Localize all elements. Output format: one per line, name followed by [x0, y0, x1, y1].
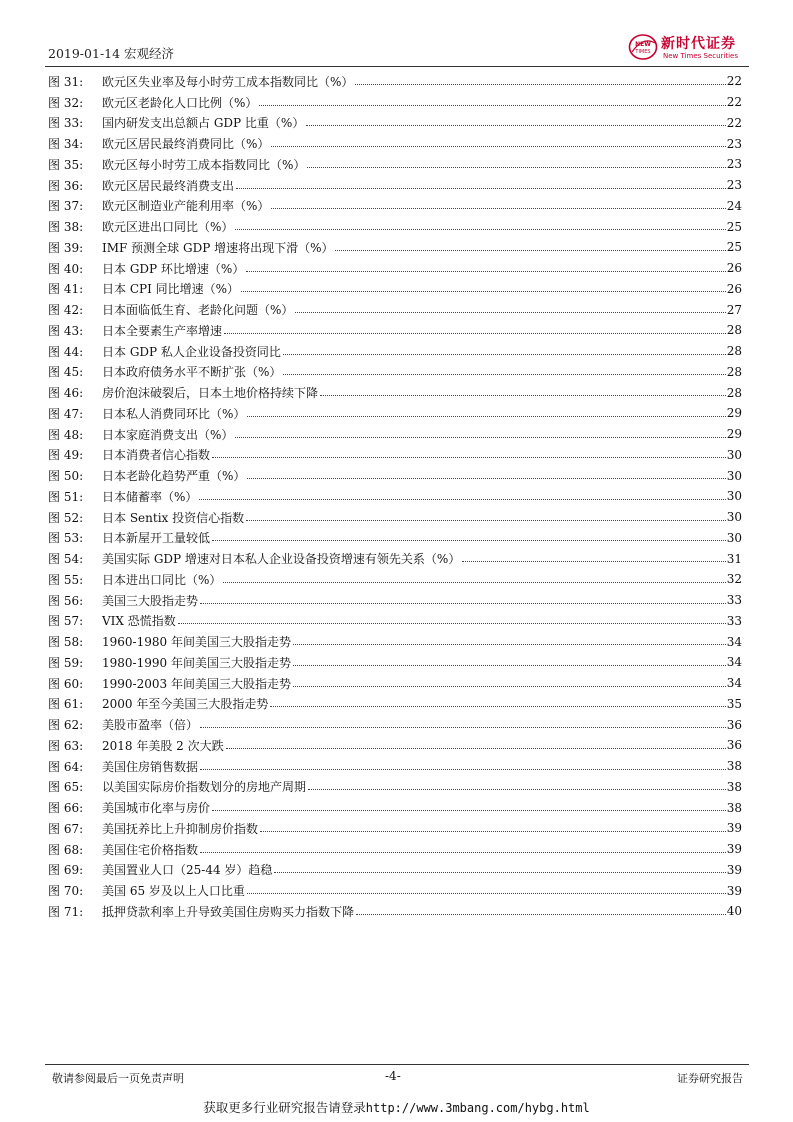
- figure-label: 图 42:: [48, 303, 84, 318]
- dot-leader: [293, 653, 726, 666]
- figure-label: 图 64:: [48, 759, 84, 774]
- dot-leader: [271, 134, 725, 147]
- figure-page-number: 22: [726, 95, 742, 110]
- figure-page-number: 22: [726, 74, 742, 89]
- toc-entry[interactable]: [48, 860, 742, 881]
- figure-label: 图 62:: [48, 718, 84, 733]
- dot-leader: [236, 176, 726, 189]
- figure-page-number: 30: [726, 530, 742, 545]
- figure-title[interactable]: 欧元区居民最终消费支出: [102, 178, 235, 193]
- figure-page-number: 25: [726, 219, 742, 234]
- footer-divider: [45, 1064, 749, 1065]
- figure-label: 图 50:: [48, 469, 84, 484]
- figure-page-number: 33: [726, 613, 742, 628]
- dot-leader: [271, 196, 725, 209]
- figure-label: 图 70:: [48, 884, 84, 899]
- figure-page-number: 39: [726, 862, 742, 877]
- figure-page-number: 38: [726, 759, 742, 774]
- toc-entry[interactable]: [48, 196, 742, 217]
- figure-label: 图 53:: [48, 531, 84, 546]
- dot-leader: [247, 466, 725, 479]
- dot-leader: [274, 860, 725, 873]
- figure-page-number: 35: [726, 696, 742, 711]
- figure-title[interactable]: 美国住房销售数据: [102, 759, 199, 774]
- header-divider: [45, 66, 749, 67]
- dot-leader: [212, 528, 726, 541]
- company-name-cn: 新时代证券: [661, 36, 736, 52]
- figure-title[interactable]: 欧元区老龄化人口比例（%）: [102, 95, 258, 110]
- figure-title[interactable]: 日本新屋开工量较低: [102, 531, 211, 546]
- toc-entry[interactable]: [48, 237, 742, 258]
- toc-entry[interactable]: [48, 382, 742, 403]
- figure-page-number: 30: [726, 489, 742, 504]
- figure-page-number: 27: [726, 302, 742, 317]
- figure-label: 图 37:: [48, 199, 84, 214]
- figure-title[interactable]: 日本私人消费同环比（%）: [102, 406, 246, 421]
- figure-label: 图 58:: [48, 635, 84, 650]
- toc-entry[interactable]: [48, 735, 742, 756]
- figure-label: 图 41:: [48, 282, 84, 297]
- toc-entry[interactable]: [48, 673, 742, 694]
- figure-page-number: 38: [726, 800, 742, 815]
- dot-leader: [212, 798, 726, 811]
- figure-page-number: 36: [726, 738, 742, 753]
- figure-title[interactable]: 日本储蓄率（%）: [102, 489, 198, 504]
- figure-label: 图 46:: [48, 386, 84, 401]
- toc-entry[interactable]: [48, 714, 742, 735]
- dot-leader: [226, 736, 726, 749]
- figure-label: 图 60:: [48, 676, 84, 691]
- dot-leader: [178, 611, 726, 624]
- figure-label: 图 43:: [48, 323, 84, 338]
- figure-page-number: 25: [726, 240, 742, 255]
- toc-entry[interactable]: [48, 154, 742, 175]
- figure-label: 图 45:: [48, 365, 84, 380]
- figure-label: 图 68:: [48, 842, 84, 857]
- toc-entry[interactable]: [48, 424, 742, 445]
- dot-leader: [260, 819, 726, 832]
- figure-label: 图 34:: [48, 137, 84, 152]
- figure-title[interactable]: 美国实际 GDP 增速对日本私人企业设备投资增速有领先关系（%）: [102, 552, 461, 567]
- figure-title[interactable]: 美国城市化率与房价: [102, 801, 211, 816]
- dot-leader: [320, 383, 726, 396]
- figure-page-number: 30: [726, 468, 742, 483]
- figure-label: 图 57:: [48, 614, 84, 629]
- figure-label: 图 35:: [48, 157, 84, 172]
- dot-leader: [295, 300, 725, 313]
- figure-page-number: 30: [726, 510, 742, 525]
- toc-entry[interactable]: [48, 756, 742, 777]
- dot-leader: [224, 321, 726, 334]
- toc-entry[interactable]: [48, 818, 742, 839]
- figure-page-number: 23: [726, 157, 742, 172]
- figure-label: 图 36:: [48, 178, 84, 193]
- toc-entry[interactable]: [48, 901, 742, 922]
- figure-title[interactable]: 欧元区制造业产能利用率（%）: [102, 199, 270, 214]
- figure-page-number: 34: [726, 634, 742, 649]
- dot-leader: [335, 238, 725, 251]
- figure-label: 图 51:: [48, 489, 84, 504]
- dot-leader: [293, 632, 726, 645]
- figure-title[interactable]: IMF 预测全球 GDP 增速将出现下滑（%）: [102, 240, 334, 255]
- figure-page-number: 38: [726, 779, 742, 794]
- figure-page-number: 23: [726, 136, 742, 151]
- figure-list: [48, 71, 742, 922]
- figure-page-number: 32: [726, 572, 742, 587]
- toc-entry[interactable]: [48, 777, 742, 798]
- dot-leader: [306, 113, 725, 126]
- dot-leader: [308, 777, 726, 790]
- dot-leader: [246, 259, 725, 272]
- toc-entry[interactable]: [48, 694, 742, 715]
- toc-entry[interactable]: [48, 548, 742, 569]
- dot-leader: [223, 570, 725, 583]
- figure-title[interactable]: 日本消费者信心指数: [102, 448, 211, 463]
- figure-title[interactable]: 日本 GDP 环比增速（%）: [102, 261, 245, 276]
- toc-entry[interactable]: [48, 465, 742, 486]
- figure-page-number: 28: [726, 385, 742, 400]
- figure-label: 图 52:: [48, 510, 84, 525]
- dot-leader: [200, 715, 726, 728]
- figure-page-number: 28: [726, 344, 742, 359]
- figure-title[interactable]: VIX 恐慌指数: [102, 614, 176, 629]
- figure-title[interactable]: 美国抚养比上升抑制房价指数: [102, 821, 259, 836]
- figure-label: 图 56:: [48, 593, 84, 608]
- figure-title[interactable]: 国内研发支出总额占 GDP 比重（%）: [102, 116, 305, 131]
- figure-title[interactable]: 美股市盈率（倍）: [102, 718, 199, 733]
- toc-entry[interactable]: [48, 652, 742, 673]
- figure-title[interactable]: 2018 年美股 2 次大跌: [102, 738, 224, 753]
- figure-page-number: 39: [726, 821, 742, 836]
- figure-label: 图 67:: [48, 821, 84, 836]
- toc-entry[interactable]: [48, 113, 742, 134]
- figure-label: 图 55:: [48, 572, 84, 587]
- dot-leader: [212, 445, 726, 458]
- figure-page-number: 29: [726, 406, 742, 421]
- dot-leader: [259, 93, 725, 106]
- toc-entry[interactable]: [48, 445, 742, 466]
- figure-title[interactable]: 以美国实际房价指数划分的房地产周期: [102, 780, 307, 795]
- figure-page-number: 26: [726, 261, 742, 276]
- dot-leader: [199, 487, 725, 500]
- figure-title[interactable]: 美国三大股指走势: [102, 593, 199, 608]
- figure-label: 图 48:: [48, 427, 84, 442]
- figure-page-number: 26: [726, 281, 742, 296]
- figure-page-number: 28: [726, 364, 742, 379]
- dot-leader: [283, 362, 725, 375]
- figure-label: 图 44:: [48, 344, 84, 359]
- toc-entry[interactable]: [48, 880, 742, 901]
- toc-entry[interactable]: [48, 299, 742, 320]
- figure-title[interactable]: 美国 65 岁及以上人口比重: [102, 884, 245, 899]
- toc-entry[interactable]: [48, 403, 742, 424]
- toc-entry[interactable]: [48, 133, 742, 154]
- figure-label: 图 33:: [48, 116, 84, 131]
- figure-label: 图 40:: [48, 261, 84, 276]
- figure-title[interactable]: 2000 年至今美国三大股指走势: [102, 697, 269, 712]
- figure-label: 图 38:: [48, 220, 84, 235]
- figure-page-number: 40: [726, 904, 742, 919]
- figure-page-number: 39: [726, 842, 742, 857]
- toc-entry[interactable]: [48, 569, 742, 590]
- dot-leader: [283, 342, 726, 355]
- toc-entry[interactable]: [48, 92, 742, 113]
- figure-title[interactable]: 日本全要素生产率增速: [102, 323, 223, 338]
- figure-label: 图 39:: [48, 240, 84, 255]
- toc-entry[interactable]: [48, 590, 742, 611]
- figure-label: 图 59:: [48, 655, 84, 670]
- figure-page-number: 34: [726, 655, 742, 670]
- page-number: -4-: [385, 1069, 401, 1083]
- toc-entry[interactable]: [48, 797, 742, 818]
- figure-page-number: 30: [726, 447, 742, 462]
- figure-label: 图 65:: [48, 780, 84, 795]
- figure-title[interactable]: 日本 CPI 同比增速（%）: [102, 282, 240, 297]
- toc-entry[interactable]: [48, 279, 742, 300]
- dot-leader: [270, 694, 725, 707]
- dot-leader: [200, 840, 726, 853]
- toc-entry[interactable]: [48, 631, 742, 652]
- figure-page-number: 34: [726, 676, 742, 691]
- figure-title[interactable]: 日本老龄化趋势严重（%）: [102, 469, 246, 484]
- figure-title[interactable]: 1990-2003 年间美国三大股指走势: [102, 676, 291, 691]
- figure-title[interactable]: 日本 GDP 私人企业设备投资同比: [102, 344, 281, 359]
- figure-label: 图 47:: [48, 406, 84, 421]
- figure-label: 图 66:: [48, 801, 84, 816]
- toc-entry[interactable]: [48, 362, 742, 383]
- figure-title[interactable]: 欧元区居民最终消费同比（%）: [102, 137, 270, 152]
- toc-entry[interactable]: [48, 486, 742, 507]
- dot-leader: [247, 881, 726, 894]
- figure-page-number: 29: [726, 427, 742, 442]
- download-banner: [0, 1098, 793, 1116]
- toc-entry[interactable]: [48, 341, 742, 362]
- figure-label: 图 63:: [48, 738, 84, 753]
- figure-title[interactable]: 日本 Sentix 投资信心指数: [102, 510, 245, 525]
- figure-title[interactable]: 欧元区每小时劳工成本指数同比（%）: [102, 157, 306, 172]
- figure-page-number: 33: [726, 593, 742, 608]
- figure-label: 图 69:: [48, 863, 84, 878]
- toc-entry[interactable]: [48, 507, 742, 528]
- dot-leader: [200, 757, 726, 770]
- banner-link[interactable]: http://www.3mbang.com/hybg.html: [365, 1101, 590, 1115]
- figure-title[interactable]: 1960-1980 年间美国三大股指走势: [102, 635, 291, 650]
- company-name-en: New Times Securities: [663, 52, 738, 60]
- toc-entry[interactable]: [48, 258, 742, 279]
- toc-entry[interactable]: [48, 320, 742, 341]
- figure-title[interactable]: 日本政府债务水平不断扩张（%）: [102, 365, 282, 380]
- dot-leader: [235, 217, 725, 230]
- dot-leader: [355, 72, 725, 85]
- figure-page-number: 31: [726, 551, 742, 566]
- figure-page-number: 24: [726, 198, 742, 213]
- dot-leader: [293, 674, 726, 687]
- report-date-category: 2019-01-14 宏观经济: [48, 46, 175, 61]
- figure-page-number: 36: [726, 717, 742, 732]
- figure-page-number: 39: [726, 883, 742, 898]
- figure-title[interactable]: 日本进出口同比（%）: [102, 572, 222, 587]
- figure-label: 图 71:: [48, 904, 84, 919]
- dot-leader: [307, 155, 725, 168]
- company-logo: [628, 30, 748, 64]
- figure-page-number: 23: [726, 178, 742, 193]
- figure-title[interactable]: 日本面临低生育、老龄化问题（%）: [102, 303, 294, 318]
- svg-text:TIMES: TIMES: [635, 49, 651, 55]
- figure-title[interactable]: 房价泡沫破裂后，日本土地价格持续下降: [102, 386, 319, 401]
- figure-title[interactable]: 1980-1990 年间美国三大股指走势: [102, 655, 291, 670]
- toc-entry[interactable]: [48, 216, 742, 237]
- svg-text:NEW: NEW: [635, 41, 651, 48]
- figure-title[interactable]: 日本家庭消费支出（%）: [102, 427, 234, 442]
- toc-entry[interactable]: [48, 611, 742, 632]
- figure-title[interactable]: 欧元区进出口同比（%）: [102, 220, 234, 235]
- figure-label: 图 54:: [48, 552, 84, 567]
- figure-page-number: 28: [726, 323, 742, 338]
- toc-entry[interactable]: [48, 71, 742, 92]
- dot-leader: [462, 549, 725, 562]
- figure-title[interactable]: 美国置业人口（25-44 岁）趋稳: [102, 863, 273, 878]
- figure-title[interactable]: 抵押贷款利率上升导致美国住房购买力指数下降: [102, 904, 355, 919]
- dot-leader: [200, 591, 726, 604]
- figure-label: 图 49:: [48, 448, 84, 463]
- report-type: 证券研究报告: [677, 1072, 743, 1085]
- figure-label: 图 32:: [48, 95, 84, 110]
- toc-entry[interactable]: [48, 839, 742, 860]
- banner-text: 获取更多行业研究报告请登录: [203, 1100, 366, 1115]
- figure-title[interactable]: 欧元区失业率及每小时劳工成本指数同比（%）: [102, 74, 354, 89]
- dot-leader: [356, 902, 726, 915]
- figure-label: 图 61:: [48, 697, 84, 712]
- dot-leader: [247, 404, 725, 417]
- toc-entry[interactable]: [48, 175, 742, 196]
- figure-page-number: 22: [726, 115, 742, 130]
- toc-entry[interactable]: [48, 528, 742, 549]
- disclaimer-note: 敬请参阅最后一页免责声明: [52, 1072, 184, 1085]
- figure-title[interactable]: 美国住宅价格指数: [102, 842, 199, 857]
- dot-leader: [241, 279, 726, 292]
- dot-leader: [235, 425, 725, 438]
- dot-leader: [246, 508, 726, 521]
- new-times-badge-icon: [628, 32, 658, 62]
- figure-label: 图 31:: [48, 74, 84, 89]
